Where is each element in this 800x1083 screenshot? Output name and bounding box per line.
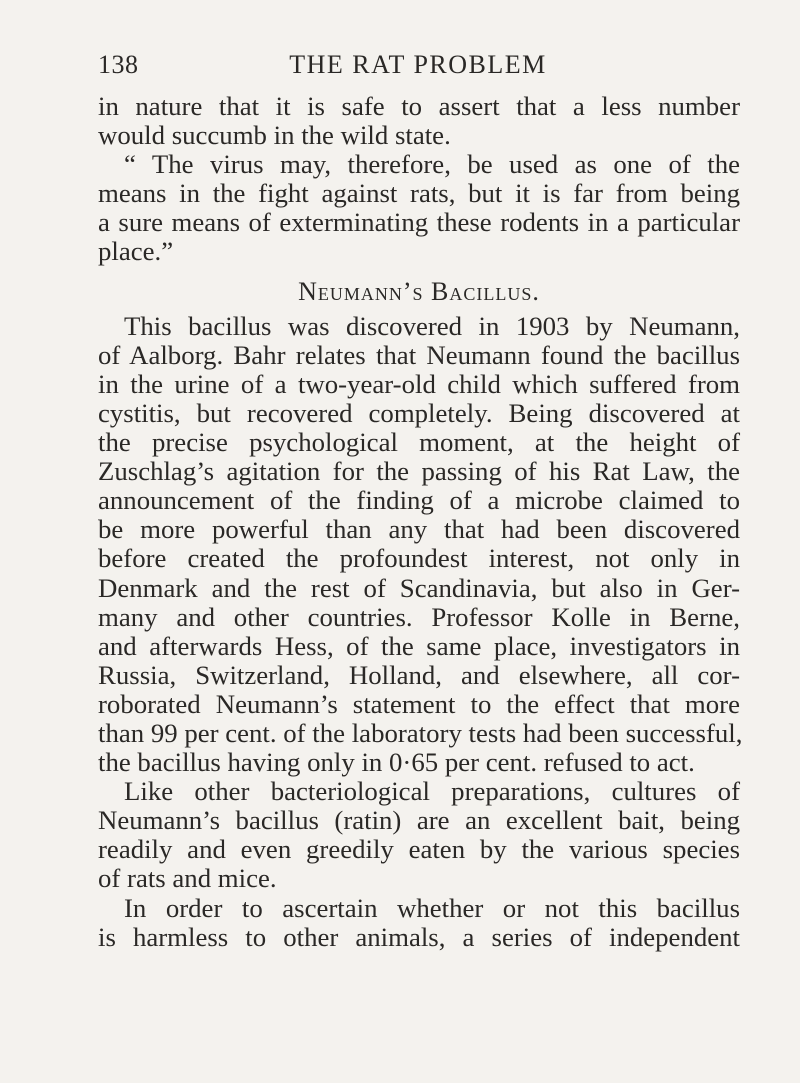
text-line: a sure means of exterminating these rodents in a particular [98,207,740,238]
running-head [98,50,738,84]
text-line: cystitis, but recovered completely. Being discovered at [98,397,740,428]
text-line: in the urine of a two-year-old child which suffered from [98,368,740,399]
text-line: Denmark and the rest of Scandinavia, but also in Ger- [98,572,740,603]
text-line: of rats and mice. [98,863,277,894]
text-line: would succumb in the wild state. [98,120,451,151]
text-line: Zuschlag’s agitation for the passing of his Rat Law, the [98,456,740,487]
text-line: of Aalborg. Bahr relates that Neumann found the bacillus [98,339,740,370]
text-line: in nature that it is safe to assert that a less number [98,91,740,121]
text-line: Neumann’s bacillus (ratin) are an excellent bait, being [98,805,740,836]
text-line: the bacillus having only in 0·65 per cent. refused to act. [98,747,695,778]
text-line: roborated Neumann’s statement to the effect that more [98,688,740,719]
text-line: Like other bacteriological preparations, cultures of [124,776,740,807]
running-title: THE RAT PROBLEM [289,50,547,79]
text-line: In order to ascertain whether or not this bacillus [124,892,740,923]
text-line: “ The virus may, therefore, be used as one of the [124,149,740,180]
text-line: be more powerful than any that had been discovered [98,514,740,545]
text-line: is harmless to other animals, a series of independent [98,921,740,952]
page-number: 138 [98,50,139,79]
text-line: readily and even greedily eaten by the various species [98,834,740,865]
body-text [98,91,743,952]
text-line: many and other countries. Professor Kolle in Berne, [98,601,740,632]
text-line: announcement of the finding of a microbe claimed to [98,485,740,516]
text-line: the precise psychological moment, at the height of [98,427,740,458]
text-line: before created the profoundest interest, not only in [98,543,740,574]
text-line: means in the fight against rats, but it is far from being [98,178,740,209]
section-heading: Neumann’s Bacillus. [298,276,540,306]
text-line: Russia, Switzerland, Holland, and elsewhere, all cor- [98,659,740,690]
text-line: place.” [98,236,174,267]
text-line: than 99 per cent. of the laboratory tests had been successful, [98,717,743,748]
text-line: and afterwards Hess, of the same place, investigators in [98,630,740,661]
text-line: This bacillus was discovered in 1903 by Neumann, [124,310,740,341]
